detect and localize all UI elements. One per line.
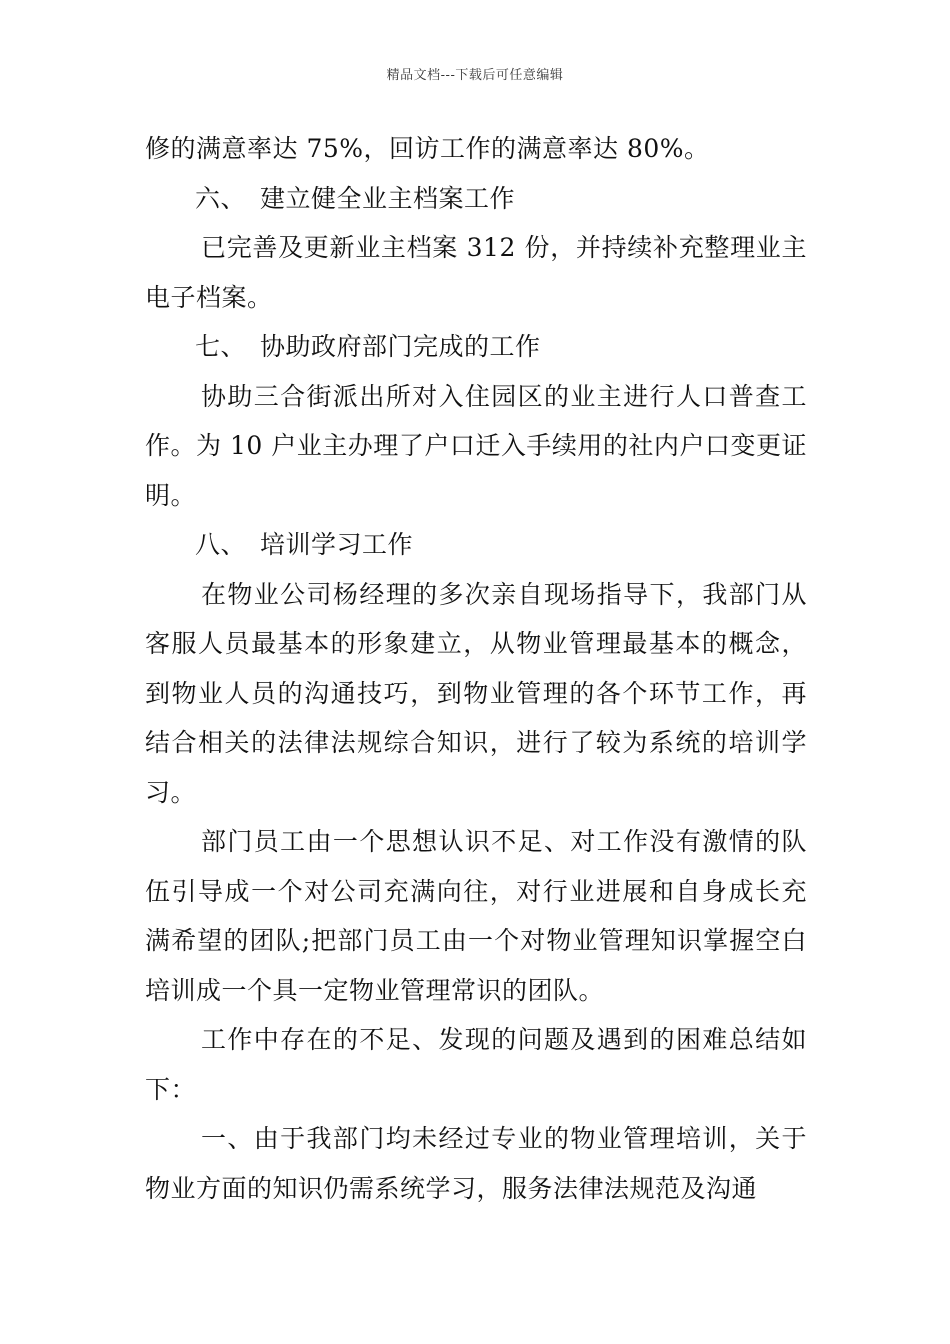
- section-title: 协助政府部门完成的工作: [260, 332, 541, 361]
- paragraph-owner-files: 已完善及更新业主档案 312 份，并持续补充整理业主电子档案。: [145, 233, 807, 312]
- section-heading-6: [145, 174, 807, 224]
- section-number: 七、: [195, 332, 247, 361]
- paragraph-team: 部门员工由一个思想认识不足、对工作没有激情的队伍引导成一个对公司充满向往，对行业进展和自身成长充满希望的团队;把部门员工由一个对物业管理知识掌握空白培训成一个具一定物业管理常识的团队。: [145, 827, 807, 1005]
- page-header: 精品文档---下载后可任意编辑: [386, 68, 564, 83]
- section-title: 培训学习工作: [260, 530, 414, 559]
- section-title: 建立健全业主档案工作: [260, 183, 516, 213]
- section-number: 八、: [195, 530, 247, 559]
- section-heading-8: [145, 520, 807, 570]
- paragraph-satisfaction: 修的满意率达 75%，回访工作的满意率达 80%。: [145, 134, 710, 163]
- section-heading-7: [145, 322, 807, 372]
- paragraph-problem-1: 一、由于我部门均未经过专业的物业管理培训，关于物业方面的知识仍需系统学习，服务法律法规范及沟通: [145, 1124, 807, 1203]
- document-body: [145, 124, 807, 1213]
- paragraph-government-assist: 协助三合街派出所对入住园区的业主进行人口普查工作。为 10 户业主办理了户口迁入手续用的社内户口变更证明。: [145, 381, 807, 510]
- paragraph-problems-intro: 工作中存在的不足、发现的问题及遇到的困难总结如下：: [145, 1025, 807, 1104]
- paragraph-training: 在物业公司杨经理的多次亲自现场指导下，我部门从客服人员最基本的形象建立，从物业管理最基本的概念，到物业人员的沟通技巧，到物业管理的各个环节工作，再结合相关的法律法规综合知识，进行了较为系统的培训学习。: [145, 579, 807, 807]
- section-number: 六、: [195, 183, 247, 213]
